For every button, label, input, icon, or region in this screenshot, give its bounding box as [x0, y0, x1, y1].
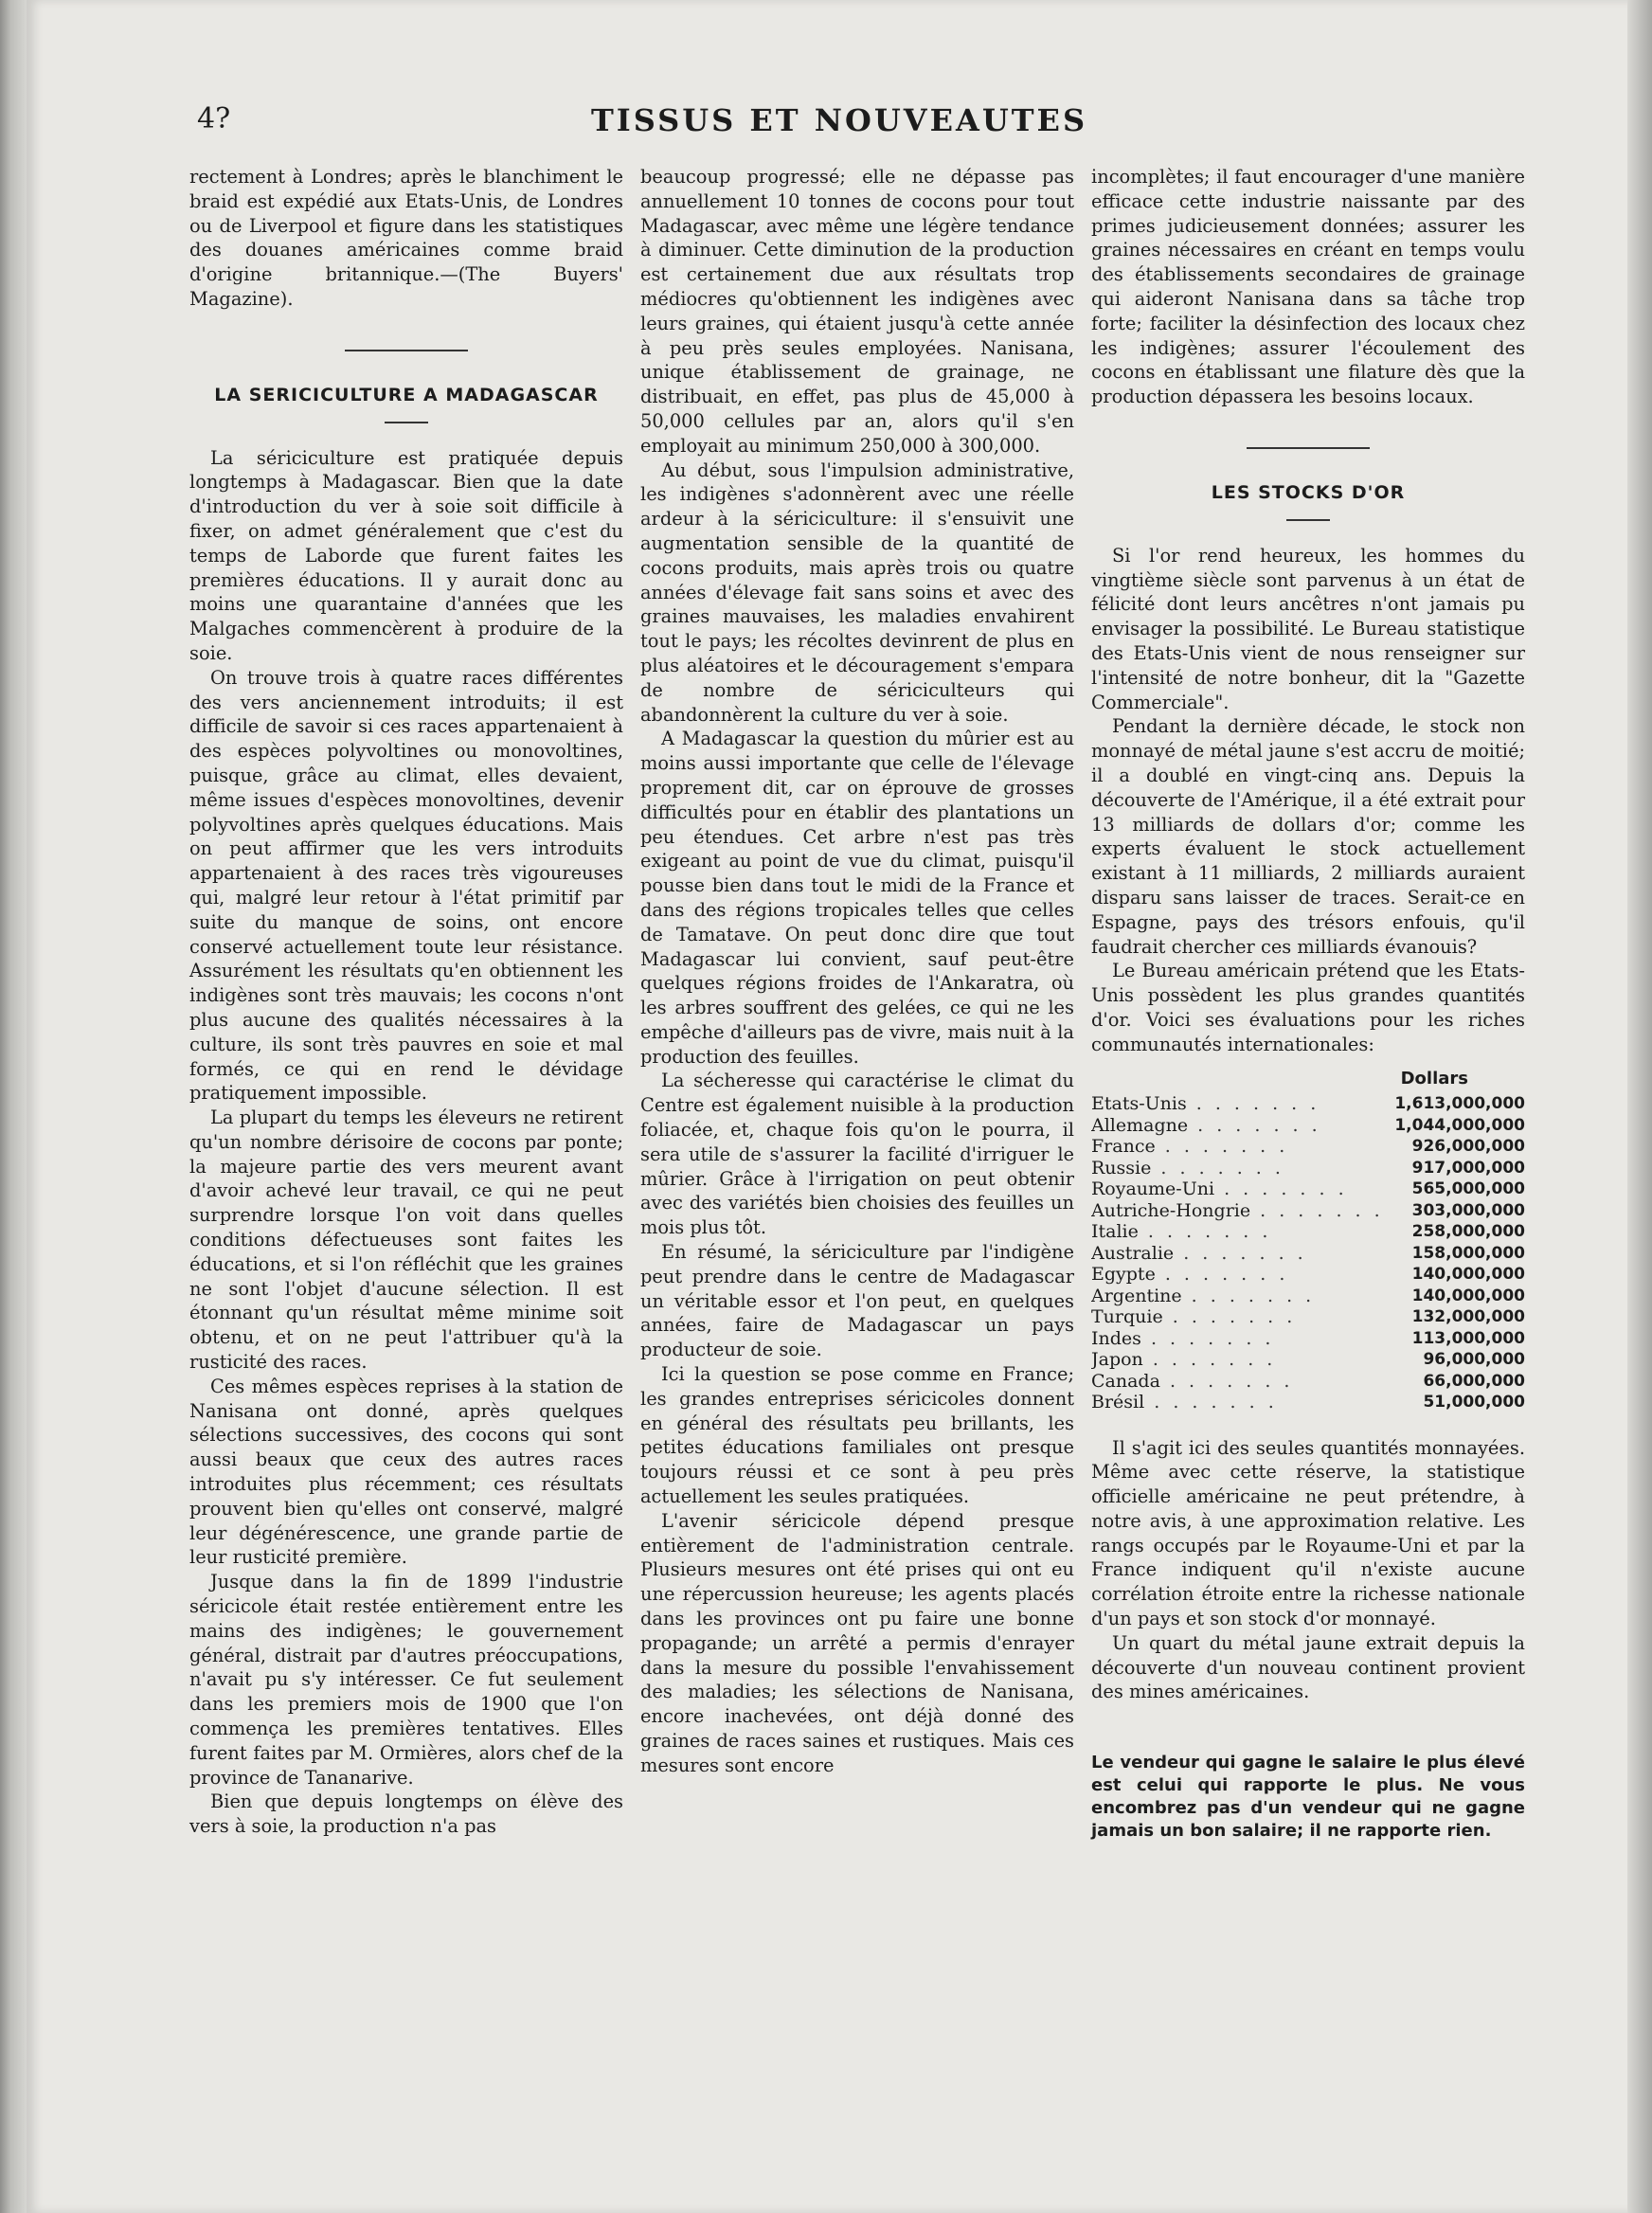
table-row: [1091, 1286, 1525, 1307]
table-row: [1091, 1178, 1525, 1200]
amount-cell: 258,000,000: [1411, 1222, 1525, 1241]
paragraph: Un quart du métal jaune extrait depuis la découverte d'un nouveau continent provient des mines américaines.: [1091, 1631, 1525, 1703]
gold-stock-table: [1091, 1069, 1525, 1413]
table-row: [1091, 1093, 1525, 1115]
table-row: [1091, 1115, 1525, 1137]
country-cell: Autriche-Hongrie . . .: [1091, 1200, 1403, 1222]
table-row: [1091, 1328, 1525, 1350]
paragraph: A Madagascar la question du mûrier est au moins aussi importante que celle de l'élevage proprement dit, car on éprouve de grosses difficultés pour en établir des plantations un peu étendues. Cet arbre n'est pas très exigeant au point de vue du climat, puisqu'il pousse bien dans tout le midi de la France et dans des régions tropicales telles que celles de Tamatave. On peut donc dire que tout Madagascar lui convient, sauf peut-être quelques régions froides de l'Ankaratra, où les arbres souffrent des gelées, ce qui ne les empêche d'ailleurs pas de vivre, mais nuit à la production des feuilles.: [640, 728, 1074, 1068]
table-row: [1091, 1158, 1525, 1179]
amount-cell: 113,000,000: [1411, 1328, 1525, 1348]
paragraph: L'avenir séricicole dépend presque entièrement de l'administration centrale. Plusieurs mesures ont été prises qui ont eu une répercussion heureuse; les agents placés dans les provinces ont pu faire une bonne propagande; un arrêté a permis d'enrayer dans la mesure du possible l'envahissement des maladies; les sélections de Nanisana, encore inachevées, ont déjà donné des graines de races saines et rustiques. Mais ces mesures sont encore: [640, 1509, 1074, 1776]
table-row: [1091, 1306, 1525, 1328]
table-row: [1091, 1349, 1525, 1371]
country-cell: Australie . . .: [1091, 1243, 1403, 1265]
amount-cell: 51,000,000: [1423, 1393, 1525, 1412]
country-cell: Allemagne . . .: [1091, 1115, 1385, 1137]
table-row: [1091, 1264, 1525, 1286]
paragraph: beaucoup progressé; elle ne dépasse pas annuellement 10 tonnes de cocons pour tout Madagascar, avec même une légère tendance à diminuer. Cette diminution de la production est certainement due aux résultats trop médiocres qu'obtiennent les indigènes avec leurs graines, qui étaient jusqu'à cette année à peu près seules employées. Nanisana, unique établissement de grainage, ne distribuait, en effet, pas plus de 45,000 à 50,000 cellules par an, alors qu'il s'en employait au minimum 250,000 à 300,000.: [640, 166, 1074, 457]
country-cell: Argentine . . .: [1091, 1286, 1403, 1307]
country-cell: Royaume-Uni . . .: [1091, 1178, 1403, 1200]
paragraph: La sécheresse qui caractérise le climat du Centre est également nuisible à la production foliacée, et, chaque fois qu'on le pourra, il sera utile de s'assurer la facilité d'irriguer le mûrier. Grâce à l'irrigation on peut obtenir avec des variétés bien choisies des feuilles un mois plus tôt.: [640, 1070, 1074, 1239]
country-cell: Canada . . .: [1091, 1371, 1413, 1393]
country-cell: Turquie . . .: [1091, 1306, 1403, 1328]
section-title-stocks-or: LES STOCKS D'OR: [1211, 481, 1406, 503]
paragraph: Jusque dans la fin de 1899 l'industrie séricicole était restée entièrement entre les mains des indigènes; le gouvernement général, distrait par d'autres préoccupations, n'avait pu s'y intéresser. Ce fut seulement dans les premiers mois de 1900 que l'on commença les premières tentatives. Elles furent faites par M. Ormières, alors chef de la province de Tananarive.: [189, 1571, 623, 1789]
sales-maxim: Le vendeur qui gagne le salaire le plus élevé est celui qui rapporte le plus. Ne vous encombrez pas d'un vendeur qui ne gagne jamais un bon salaire; il ne rapporte rien.: [1091, 1753, 1525, 1842]
amount-cell: 926,000,000: [1411, 1137, 1525, 1156]
paragraph: Pendant la dernière décade, le stock non monnayé de métal jaune s'est accru de moitié; il a doublé en vingt-cinq ans. Depuis la découverte de l'Amérique, il a été extrait pour 13 milliards de dollars d'or; comme les experts évaluent le stock actuellement existant à 11 milliards, 2 milliards auraient disparu sans laisser de traces. Serait-ce en Espagne, pays des trésors enfouis, qu'il faudrait chercher ces milliards évanouis?: [1091, 715, 1525, 958]
table-row: [1091, 1392, 1525, 1413]
column-1: [189, 165, 623, 1839]
paragraph: incomplètes; il faut encourager d'une manière efficace cette industrie naissante par des primes judicieusement données; assurer les graines nécessaires en créant en temps voulu des établissements secondaires de grainage qui aideront Nanisana dans sa tâche trop forte; faciliter la désinfection des locaux chez les indigènes; assurer l'écoulement des cocons en établissant une filature dès que la production dépassera les besoins locaux.: [1091, 166, 1525, 408]
paragraph: Ces mêmes espèces reprises à la station de Nanisana ont donné, après quelques sélections successives, des cocons qui sont aussi beaux que ceux des autres races introduites plus récemment; ces résultats prouvent bien qu'elles ont conservé, malgré leur dégénérescence, une grande partie de leur rusticité première.: [189, 1375, 623, 1569]
table-row: [1091, 1200, 1525, 1222]
paragraph: Il s'agit ici des seules quantités monnayées. Même avec cette réserve, la statistique officielle américaine ne peut prétendre, à notre avis, à une approximation relative. Les rangs occupés par le Royaume-Uni et par la France indiquent qu'il n'existe aucune corrélation étroite entre la richesse nationale d'un pays et son stock d'or monnayé.: [1091, 1436, 1525, 1630]
page-edge: [1627, 0, 1652, 2213]
paragraph: Ici la question se pose comme en France; les grandes entreprises séricicoles donnent en général des résultats peu brillants, les petites éducations familiales ont presque toujours réussi et ce sont à peu près actuellement les seules pratiquées.: [640, 1363, 1074, 1508]
section-title-sericiculture: LA SERICICULTURE A MADAGASCAR: [214, 384, 599, 405]
amount-cell: 140,000,000: [1411, 1286, 1525, 1305]
paragraph: La sériciculture est pratiquée depuis longtemps à Madagascar. Bien que la date d'introduction du ver à soie soit difficile à fixer, on admet généralement que c'est du temps de Laborde que furent faites les premières éducations. Il y aurait donc au moins une quarantaine d'années que les Malgaches commencèrent à produire de la soie.: [189, 446, 623, 664]
divider: [1247, 447, 1370, 449]
country-cell: Etats-Unis . . .: [1091, 1093, 1385, 1115]
paragraph: rectement à Londres; après le blanchiment le braid est expédié aux Etats-Unis, de Londres ou de Liverpool et figure dans les statistiques des douanes américaines comme braid d'origine britannique.—(The Buyers' Magazine).: [189, 166, 623, 310]
divider: [385, 422, 428, 423]
country-cell: Italie . . .: [1091, 1221, 1403, 1243]
book-binding: [0, 0, 27, 2213]
amount-cell: 303,000,000: [1411, 1200, 1525, 1220]
document-page: [27, 0, 1652, 2213]
table-row: [1091, 1221, 1525, 1243]
column-2: [640, 165, 1074, 1778]
journal-title: TISSUS ET NOUVEAUTES: [590, 102, 1088, 138]
amount-cell: 917,000,000: [1411, 1158, 1525, 1178]
table-header-dollars: Dollars: [1400, 1068, 1468, 1089]
divider: [1286, 519, 1330, 521]
amount-cell: 1,613,000,000: [1394, 1094, 1525, 1113]
country-cell: Indes . . .: [1091, 1328, 1403, 1350]
country-cell: Brésil . . .: [1091, 1392, 1413, 1413]
paragraph: En résumé, la sériciculture par l'indigène peut prendre dans le centre de Madagascar un véritable essor et l'on peut, en quelques années, faire de Madagascar un pays producteur de soie.: [640, 1241, 1074, 1361]
country-cell: France . . .: [1091, 1136, 1403, 1158]
page-number: 4?: [197, 102, 231, 135]
table-row: [1091, 1243, 1525, 1265]
paragraph: Bien que depuis longtemps on élève des vers à soie, la production n'a pas: [189, 1790, 623, 1838]
column-3: [1091, 165, 1525, 1843]
paragraph: Au début, sous l'impulsion administrative, les indigènes s'adonnèrent avec une réelle ardeur à la sériciculture: il s'ensuivit une augmentation sensible de la quantité de cocons produits, mais après trois ou quatre années d'élevage fait sans soins et avec des graines mauvaises, les maladies envahirent tout le pays; les récoltes devinrent de plus en plus aléatoires et le découragement s'empara de nombre de sériciculteurs qui abandonnèrent la culture du ver à soie.: [640, 459, 1074, 726]
amount-cell: 140,000,000: [1411, 1265, 1525, 1284]
amount-cell: 96,000,000: [1423, 1350, 1525, 1369]
amount-cell: 565,000,000: [1411, 1179, 1525, 1198]
table-row: [1091, 1136, 1525, 1158]
amount-cell: 158,000,000: [1411, 1243, 1525, 1263]
amount-cell: 66,000,000: [1423, 1371, 1525, 1391]
table-row: [1091, 1371, 1525, 1393]
country-cell: Egypte . . .: [1091, 1264, 1403, 1286]
divider: [345, 350, 468, 351]
country-cell: Japon . . .: [1091, 1349, 1413, 1371]
amount-cell: 1,044,000,000: [1394, 1115, 1525, 1135]
paragraph: Le Bureau américain prétend que les Etats-Unis possèdent les plus grandes quantités d'or. Voici ses évaluations pour les riches communautés internationales:: [1091, 960, 1525, 1055]
paragraph: Si l'or rend heureux, les hommes du vingtième siècle sont parvenus à un état de félicité dont leurs ancêtres n'ont jamais pu envisager la possibilité. Le Bureau statistique des Etats-Unis vient de nous renseigner sur l'intensité de notre bonheur, dit la "Gazette Commerciale".: [1091, 544, 1525, 713]
amount-cell: 132,000,000: [1411, 1307, 1525, 1326]
paragraph: On trouve trois à quatre races différentes des vers anciennement introduits; il est difficile de savoir si ces races appartenaient à des espèces polyvoltines ou monovoltines, puisque, grâce au climat, elles devaient, même issues d'espèces monovoltines, devenir polyvoltines après quelques éducations. Mais on peut affirmer que les vers introduits appartenaient à des races très vigoureuses qui, malgré leur retour à l'état primitif par suite du manque de soins, ont encore conservé actuellement toute leur résistance. Assurément les résultats qu'en obtiennent les indigènes sont très mauvais; les cocons n'ont plus aucune des qualités nécessaires à la culture, ils sont très pauvres en soie et mal formés, ce qui en rend le dévidage pratiquement impossible.: [189, 666, 623, 1105]
paragraph: La plupart du temps les éleveurs ne retirent qu'un nombre dérisoire de cocons par ponte; la majeure partie des vers meurent avant d'avoir achevé leur travail, ce qui ne peut surprendre lorsque l'on voit dans quelles conditions défectueuses sont faites les éducations, et si l'on réfléchit que les graines ne sont l'objet d'aucune sélection. Il est étonnant qu'un résultat même minime soit obtenu, et on ne peut l'attribuer qu'à la rusticité des races.: [189, 1106, 623, 1374]
country-cell: Russie . . .: [1091, 1158, 1403, 1179]
page-header: [27, 102, 1652, 140]
